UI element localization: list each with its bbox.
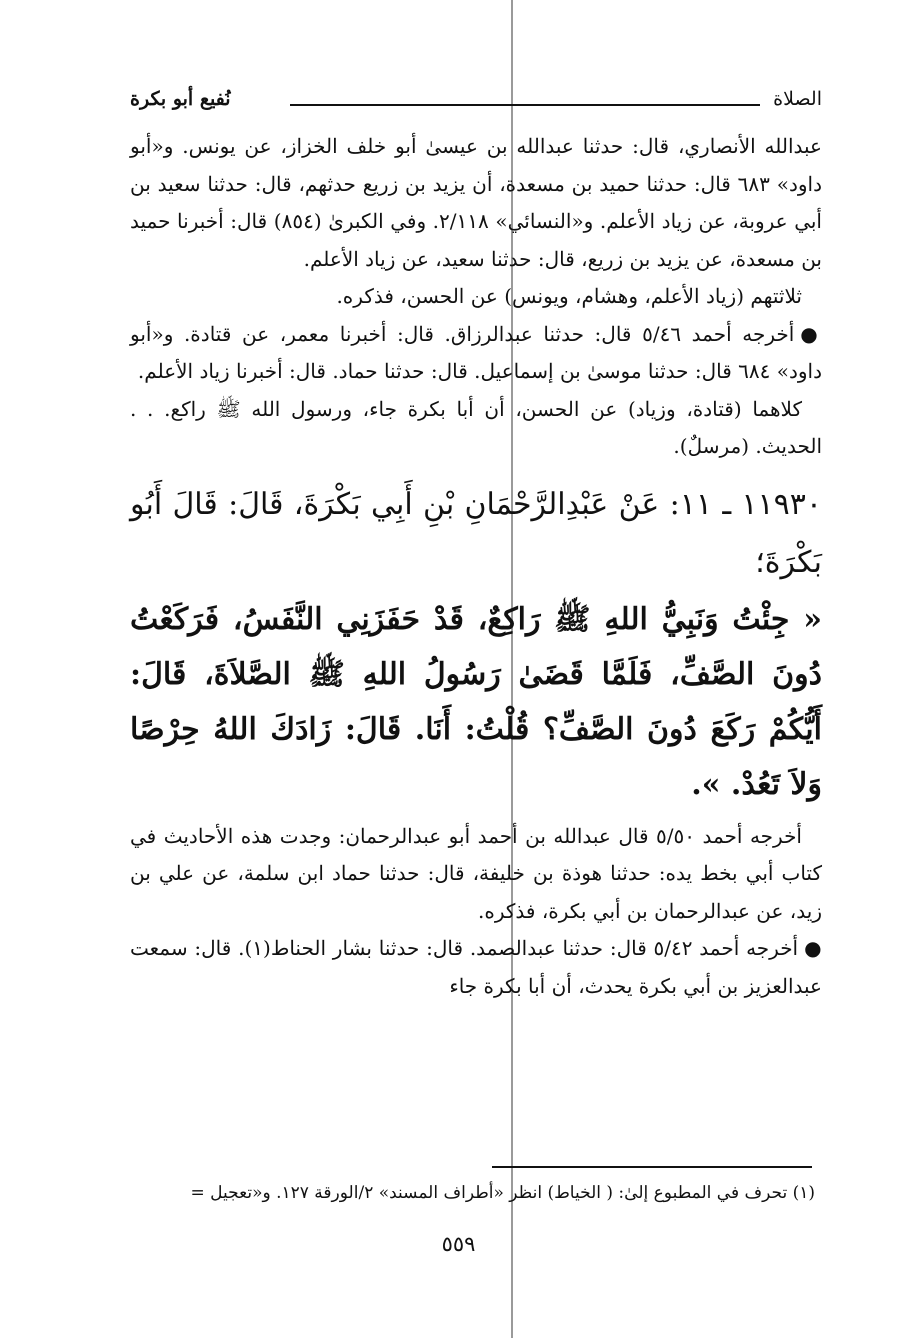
paragraph-ahmad-3: ● أخرجه أحمد ٥/٤٢ قال: حدثنا عبدالصمد. قال: حدثنا بشار الحناط(١). قال: سمعت عبدالعزيز بن أبي بكرة يحدث، أن أبا بكرة جاء (130, 930, 822, 1005)
running-header (130, 88, 822, 118)
paragraph-ahmad-1: ● أخرجه أحمد ٥/٤٦ قال: حدثنا عبدالرزاق. قال: أخبرنا معمر، عن قتادة. و«أبو داود» ٦٨٤ قال: حدثنا موسىٰ بن إسماعيل. قال: حدثنا حماد. قال: أخبرنا زياد الأعلم. (130, 316, 822, 391)
hadith-text: « جِئْتُ وَنَبِيُّ اللهِ ﷺ رَاكِعٌ، قَدْ حَفَزَنِي النَّفَسُ، فَرَكَعْتُ دُونَ الصَّفِّ، فَلَمَّا قَضَىٰ رَسُولُ اللهِ ﷺ الصَّلاَةَ، قَالَ: أَيُّكُمْ رَكَعَ دُونَ الصَّفِّ؟ قُلْتُ: أَنَا. قَالَ: زَادَكَ اللهُ حِرْصًا وَلاَ تَعُدْ. ». (130, 601, 822, 802)
hadith-heading: ١١٩٣٠ ـ ١١: عَنْ عَبْدِالرَّحْمَانِ بْنِ أَبِي بَكْرَةَ، قَالَ: قَالَ أَبُو بَكْرَةَ؛ (130, 486, 822, 580)
footnote: (١) تحرف في المطبوع إلىٰ: ( الخياط) انظر «أطراف المسند» ٢/الورقة ١٢٧. و«تعجيل = (190, 1183, 815, 1203)
section-title: نُفيع أبو بكرة (130, 88, 231, 110)
paragraph-chain-continued: عبدالله الأنصاري، قال: حدثنا عبدالله بن عيسىٰ أبو خلف الخزاز، عن يونس. و«أبو داود» ٦٨٣ قال: حدثنا حميد بن مسعدة، أن يزيد بن زريع حدثهم، قال: حدثنا سعيد بن أبي عروبة، عن زياد الأعلم. و«النسائي» ٢/١١٨. وفي الكبرىٰ (٨٥٤) قال: أخبرنا حميد بن مسعدة، عن يزيد بن زريع، قال: حدثنا سعيد، عن زياد الأعلم. (130, 134, 822, 271)
page-number: ٥٥٩ (441, 1232, 476, 1256)
paragraph-summary-2: كلاهما (قتادة، وزياد) عن الحسن، أن أبا بكرة جاء، ورسول الله ﷺ راكع. . . الحديث. (مرسلٌ). (130, 396, 822, 458)
chapter-title: الصلاة (773, 88, 822, 110)
footnote-rule (492, 1166, 812, 1168)
paragraph-summary-1: ثلاثتهم (زياد الأعلم، وهشام، ويونس) عن الحسن، فذكره. (336, 284, 802, 308)
main-text (130, 128, 822, 1005)
header-rule (290, 104, 760, 106)
paragraph-ahmad-2: أخرجه أحمد ٥/٥٠ قال عبدالله بن أحمد أبو عبدالرحمان: وجدت هذه الأحاديث في كتاب أبي بخط يده: حدثنا هوذة بن خليفة، قال: حدثنا حماد ابن سلمة، عن علي بن زيد، عن عبدالرحمان بن أبي بكرة، فذكره. (130, 823, 822, 923)
